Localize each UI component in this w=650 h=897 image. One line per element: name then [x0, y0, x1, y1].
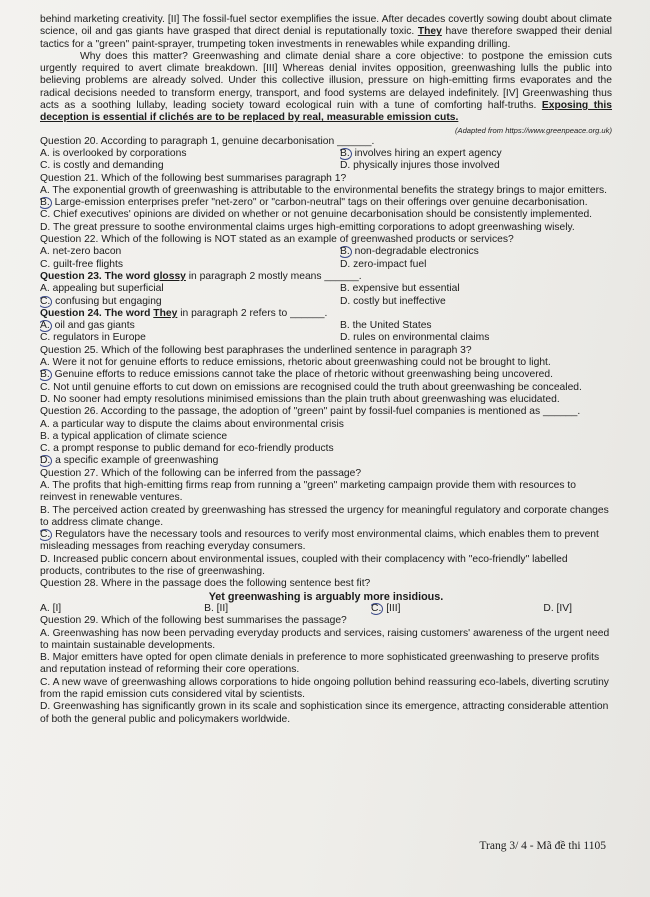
question-list: [40, 136, 612, 726]
answer-option-a[interactable]: A. Greenwashing has now been pervading everyday products and services, raising customers' awareness of the urgent need to maintain sustainable developments.: [40, 627, 610, 651]
answer-option-d[interactable]: D. The great pressure to soothe environmental claims urges high-emitting corporations to adopt greenwashing wisely.: [40, 221, 575, 233]
pen-circle-mark: B.: [340, 246, 350, 258]
question-stem: Question 24. The word They in paragraph 2 refers to ______.: [40, 307, 328, 319]
question-23: [40, 271, 612, 308]
circled-answer: B. Genuine efforts to reduce emissions cannot take the place of rhetoric without greenwashing being uncovered.: [40, 369, 553, 381]
answer-option-c[interactable]: C. Chief executives' opinions are divided on whether or not genuine decarbonisation should be consistently implemented.: [40, 209, 593, 221]
answer-option-d[interactable]: D. rules on environmental claims: [340, 332, 490, 344]
question-29: [40, 615, 612, 726]
question-stem: Question 28. Where in the passage does the following sentence best fit?: [40, 578, 371, 590]
pen-circle-mark: B.: [340, 147, 350, 159]
answer-option-b[interactable]: [40, 369, 612, 381]
question-stem: Question 26. According to the passage, the adoption of "green" paint by fossil-fuel companies is mentioned as ______.: [40, 406, 581, 418]
answer-option-b[interactable]: B. the United States: [340, 320, 432, 332]
answer-options: [40, 628, 612, 726]
answer-option-b[interactable]: B. The perceived action created by greenwashing has stressed the urgency for meaningful regulatory and corporate changes to address climate change.: [40, 504, 609, 528]
passage-paragraph-2: Why does this matter? Greenwashing and climate denial share a core objective: to postpone the emission cuts urgently required to avert climate breakdown. [III] Whereas denial invites opposition, greenwashing lulls the public into believing problems are already solved. Under this collective illusion, pressure on high-emitting firms evaporates and the radical decisions needed to transform energy, transport, and food systems are delayed indefinitely. [IV] Greenwashing thus acts as a soothing lullaby, leading society toward ecological ruin with a tune of comforting half-truths. Exposing this deception is essential if clichés are to be replaced by real, measurable emission cuts.: [40, 50, 613, 124]
answer-option-b[interactable]: [340, 246, 612, 258]
answer-option-a[interactable]: A. The exponential growth of greenwashing is attributable to the environmental benefits the strategy brings to major emitters.: [40, 184, 608, 196]
reading-passage: [40, 14, 612, 136]
question-27: [40, 468, 612, 579]
answer-option-c[interactable]: [40, 296, 340, 308]
pen-circle-mark: D.: [40, 455, 51, 467]
pen-circle-mark: B.: [40, 369, 50, 381]
answer-option-a[interactable]: A. net-zero bacon: [40, 246, 122, 258]
answer-option-c[interactable]: [40, 529, 612, 554]
question-24: [40, 308, 612, 345]
answer-option-b[interactable]: B. expensive but essential: [340, 283, 460, 295]
circled-answer: B. non-degradable electronics: [340, 246, 479, 258]
answer-option-d[interactable]: D. Greenwashing has significantly grown in its scale and sophistication since its emergence, attracting considerable attention of both the general public and policymakers worldwide.: [40, 701, 609, 725]
answer-option-a[interactable]: A. is overlooked by corporations: [40, 147, 187, 159]
answer-option-b[interactable]: [40, 197, 612, 209]
answer-option-b[interactable]: B. a typical application of climate science: [40, 430, 228, 442]
answer-options: [40, 480, 612, 578]
answer-option-a[interactable]: A. The profits that high-emitting firms reap from running a "green" marketing campaign provide them with resources to reinvest in renewable ventures.: [40, 479, 576, 504]
question-25: [40, 345, 612, 406]
answer-options: [40, 246, 612, 271]
answer-option-d[interactable]: D. costly but ineffective: [340, 295, 446, 307]
question-28: [40, 578, 612, 615]
answer-option-a[interactable]: A. a particular way to dispute the claims about environmental crisis: [40, 418, 344, 430]
circled-answer: A. oil and gas giants: [40, 320, 135, 332]
answer-option-b[interactable]: B. Major emitters have opted for open climate denials in preference to more sophisticated greenwashing to preserve profits and reputation instead of reforming their core operations.: [40, 652, 600, 676]
question-22: [40, 234, 612, 271]
question-26: [40, 406, 612, 467]
question-stem: Question 21. Which of the following best summarises paragraph 1?: [40, 172, 347, 184]
pen-circle-mark: C.: [371, 602, 382, 614]
answer-option-c[interactable]: C. Not until genuine efforts to cut down on emissions are recognised could the truth about greenwashing be concealed.: [40, 381, 582, 393]
circled-answer: B. involves hiring an expert agency: [340, 147, 502, 159]
answer-option-c[interactable]: C. A new wave of greenwashing allows corporations to hide ongoing pollution behind reassuring eco-labels, diverting scrutiny from the rapid emission cuts considered vital by scientists.: [40, 676, 609, 701]
answer-options: [40, 603, 612, 615]
question-stem: Question 29. Which of the following best summarises the passage?: [40, 615, 347, 627]
answer-option-a[interactable]: A. appealing but superficial: [40, 283, 164, 295]
pen-circle-mark: B.: [40, 197, 50, 209]
underlined-sentence: Exposing this deception is essential if clichés are to be replaced by real, measurable emission cuts.: [40, 100, 613, 124]
question-stem: Question 22. Which of the following is NOT stated as an example of greenwashed products or services?: [40, 234, 514, 246]
question-stem: Question 23. The word glossy in paragraph 2 mostly means ______.: [40, 270, 362, 282]
answer-options: [40, 419, 612, 468]
answer-option-d[interactable]: D. zero-impact fuel: [340, 258, 427, 270]
answer-options: [40, 320, 612, 345]
insert-sentence: Yet greenwashing is arguably more insidious.: [208, 590, 444, 603]
passage-paragraph-1: behind marketing creativity. [II] The fossil-fuel sector exemplifies the issue. After decades covertly sowing doubt about climate science, oil and gas giants have grasped that direct denial is reputationally toxic. They have therefore swapped their denial tactics for a "green" paint-sprayer, trumpeting token investments in renewables while expanding drilling.: [40, 14, 612, 50]
circled-answer: C. [III]: [371, 602, 401, 614]
answer-option-c[interactable]: C. regulators in Europe: [40, 332, 146, 344]
answer-option-c[interactable]: C. is costly and demanding: [40, 160, 164, 172]
page-footer: Trang 3/ 4 - Mã đề thi 1105: [479, 840, 606, 852]
circled-answer: C. confusing but engaging: [40, 295, 162, 307]
answer-option-d[interactable]: D. [IV]: [543, 602, 572, 614]
pen-circle-mark: C.: [40, 529, 51, 541]
answer-option-c[interactable]: C. a prompt response to public demand for eco-friendly products: [40, 443, 334, 455]
answer-option-b[interactable]: [340, 148, 612, 160]
answer-options: [40, 185, 612, 234]
question-21: [40, 173, 612, 234]
answer-option-c[interactable]: [371, 603, 400, 615]
answer-option-c[interactable]: C. guilt-free flights: [40, 258, 123, 270]
question-stem: Question 27. Which of the following can be inferred from the passage?: [40, 467, 362, 479]
answer-option-a[interactable]: A. [I]: [40, 602, 62, 614]
circled-answer: D. a specific example of greenwashing: [40, 455, 219, 467]
answer-option-d[interactable]: D. No sooner had empty resolutions minimised emissions than the plain truth about greenwashing was elucidated.: [40, 393, 560, 405]
answer-options: [40, 357, 612, 406]
answer-option-d[interactable]: D. Increased public concern about environmental issues, coupled with their complacency with "eco-friendly" labelled products, contributes to the rise of greenwashing.: [40, 553, 568, 578]
answer-option-a[interactable]: A. Were it not for genuine efforts to reduce emissions, rhetoric about greenwashing could not be brought to light.: [40, 357, 551, 369]
answer-option-b[interactable]: B. [II]: [204, 602, 229, 614]
circled-answer: C. Regulators have the necessary tools and resources to verify most environmental claims, which enables them to prevent misleading messages from reaching everyday consumers.: [40, 529, 599, 553]
question-stem: Question 20. According to paragraph 1, genuine decarbonisation ______.: [40, 135, 375, 147]
source-citation: (Adapted from https://www.greenpeace.org.uk): [454, 125, 612, 135]
circled-answer: B. Large-emission enterprises prefer "net-zero" or "carbon-neutral" tags on their offerings over genuine decarbonisation.: [40, 197, 588, 209]
answer-option-a[interactable]: [40, 320, 340, 332]
answer-options: [40, 283, 612, 308]
question-stem: Question 25. Which of the following best paraphrases the underlined sentence in paragraph 3?: [40, 344, 472, 356]
answer-option-d[interactable]: [40, 455, 612, 467]
pen-circle-mark: A.: [40, 320, 50, 332]
question-20: [40, 136, 612, 173]
answer-option-d[interactable]: D. physically injures those involved: [340, 160, 500, 172]
pen-circle-mark: C.: [40, 295, 51, 307]
answer-options: [40, 148, 612, 173]
